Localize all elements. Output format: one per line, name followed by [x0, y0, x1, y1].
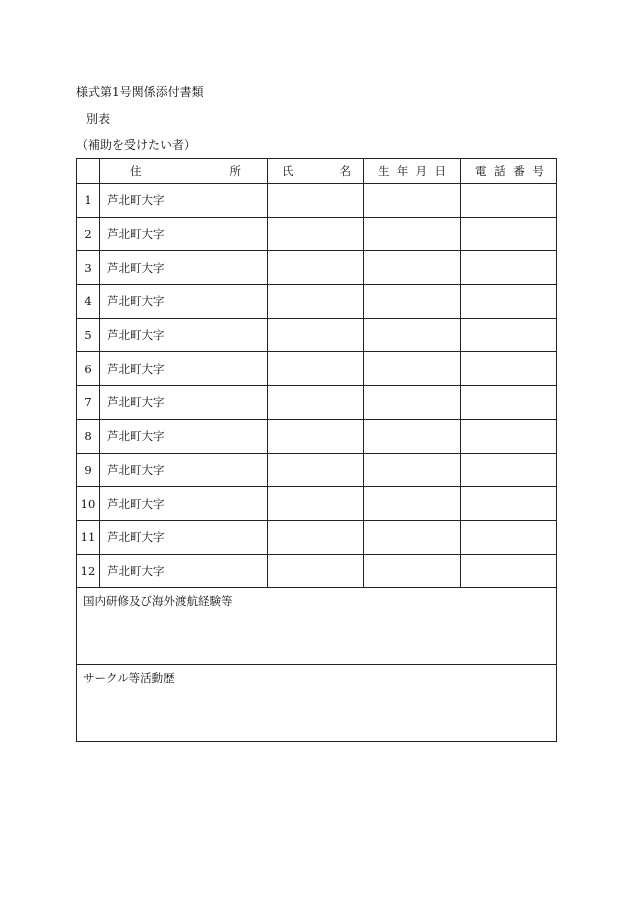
birthdate-cell[interactable] [364, 285, 461, 319]
row-number: 8 [77, 419, 100, 453]
phone-cell[interactable] [461, 386, 557, 420]
header-name-char: 氏 [282, 164, 294, 178]
birthdate-cell[interactable] [364, 554, 461, 588]
row-number: 2 [77, 217, 100, 251]
address-cell: 芦北町大字 [100, 453, 268, 487]
header-address [100, 159, 268, 184]
table-row [77, 386, 557, 420]
table-row [77, 318, 557, 352]
name-cell[interactable] [268, 419, 364, 453]
phone-cell[interactable] [461, 251, 557, 285]
name-cell[interactable] [268, 184, 364, 218]
phone-cell[interactable] [461, 285, 557, 319]
phone-cell[interactable] [461, 318, 557, 352]
address-cell: 芦北町大字 [100, 520, 268, 554]
header-number-cell [77, 159, 100, 184]
domestic-training-label: 国内研修及び海外渡航経験等 [83, 594, 233, 609]
birthdate-cell[interactable] [364, 352, 461, 386]
birthdate-cell[interactable] [364, 419, 461, 453]
address-cell: 芦北町大字 [100, 554, 268, 588]
header-address-char: 住 [130, 164, 142, 178]
table-row [77, 453, 557, 487]
birthdate-cell[interactable] [364, 487, 461, 521]
phone-cell[interactable] [461, 184, 557, 218]
sub-title: 別表 [86, 112, 111, 126]
header-birthdate-char: 月 [415, 164, 428, 178]
name-cell[interactable] [268, 487, 364, 521]
table-row [77, 554, 557, 588]
birthdate-cell[interactable] [364, 386, 461, 420]
phone-cell[interactable] [461, 419, 557, 453]
name-cell[interactable] [268, 217, 364, 251]
table-row [77, 184, 557, 218]
phone-cell[interactable] [461, 520, 557, 554]
header-name [268, 159, 364, 184]
row-number: 11 [77, 520, 100, 554]
table-header-row [77, 159, 557, 184]
domestic-training-cell[interactable] [77, 588, 557, 665]
address-cell: 芦北町大字 [100, 487, 268, 521]
name-cell[interactable] [268, 386, 364, 420]
table-row [77, 285, 557, 319]
address-cell: 芦北町大字 [100, 285, 268, 319]
name-cell[interactable] [268, 352, 364, 386]
address-cell: 芦北町大字 [100, 318, 268, 352]
birthdate-cell[interactable] [364, 453, 461, 487]
applicant-table [76, 158, 557, 742]
birthdate-cell[interactable] [364, 251, 461, 285]
table-row [77, 251, 557, 285]
phone-cell[interactable] [461, 352, 557, 386]
phone-cell[interactable] [461, 217, 557, 251]
row-number: 4 [77, 285, 100, 319]
address-cell: 芦北町大字 [100, 217, 268, 251]
birthdate-cell[interactable] [364, 217, 461, 251]
circle-activities-row [77, 665, 557, 742]
row-number: 1 [77, 184, 100, 218]
header-phone-char: 話 [494, 164, 506, 178]
name-cell[interactable] [268, 318, 364, 352]
header-birthdate [364, 159, 461, 184]
birthdate-cell[interactable] [364, 318, 461, 352]
header-phone-char: 号 [532, 164, 544, 178]
applicant-note: （補助を受けたい者） [76, 138, 197, 152]
address-cell: 芦北町大字 [100, 184, 268, 218]
row-number: 3 [77, 251, 100, 285]
row-number: 5 [77, 318, 100, 352]
phone-cell[interactable] [461, 487, 557, 521]
table-row [77, 352, 557, 386]
table-row [77, 520, 557, 554]
address-cell: 芦北町大字 [100, 352, 268, 386]
header-phone-char: 電 [475, 164, 487, 178]
header-phone [461, 159, 557, 184]
row-number: 7 [77, 386, 100, 420]
row-number: 9 [77, 453, 100, 487]
row-number: 6 [77, 352, 100, 386]
table-row [77, 487, 557, 521]
name-cell[interactable] [268, 285, 364, 319]
birthdate-cell[interactable] [364, 520, 461, 554]
circle-activities-cell[interactable] [77, 665, 557, 742]
name-cell[interactable] [268, 251, 364, 285]
header-birthdate-char: 日 [434, 164, 446, 178]
header-address-char: 所 [229, 164, 241, 178]
header-birthdate-char: 年 [396, 164, 409, 178]
row-number: 12 [77, 554, 100, 588]
header-phone-char: 番 [513, 164, 525, 178]
phone-cell[interactable] [461, 554, 557, 588]
header-birthdate-char: 生 [378, 164, 390, 178]
name-cell[interactable] [268, 453, 364, 487]
address-cell: 芦北町大字 [100, 419, 268, 453]
domestic-training-row [77, 588, 557, 665]
name-cell[interactable] [268, 554, 364, 588]
address-cell: 芦北町大字 [100, 386, 268, 420]
address-cell: 芦北町大字 [100, 251, 268, 285]
birthdate-cell[interactable] [364, 184, 461, 218]
table-row [77, 217, 557, 251]
circle-activities-label: サークル等活動歴 [83, 671, 175, 686]
form-title: 様式第1号関係添付書類 [76, 85, 204, 99]
row-number: 10 [77, 487, 100, 521]
header-name-char: 名 [339, 164, 351, 178]
name-cell[interactable] [268, 520, 364, 554]
table-row [77, 419, 557, 453]
phone-cell[interactable] [461, 453, 557, 487]
